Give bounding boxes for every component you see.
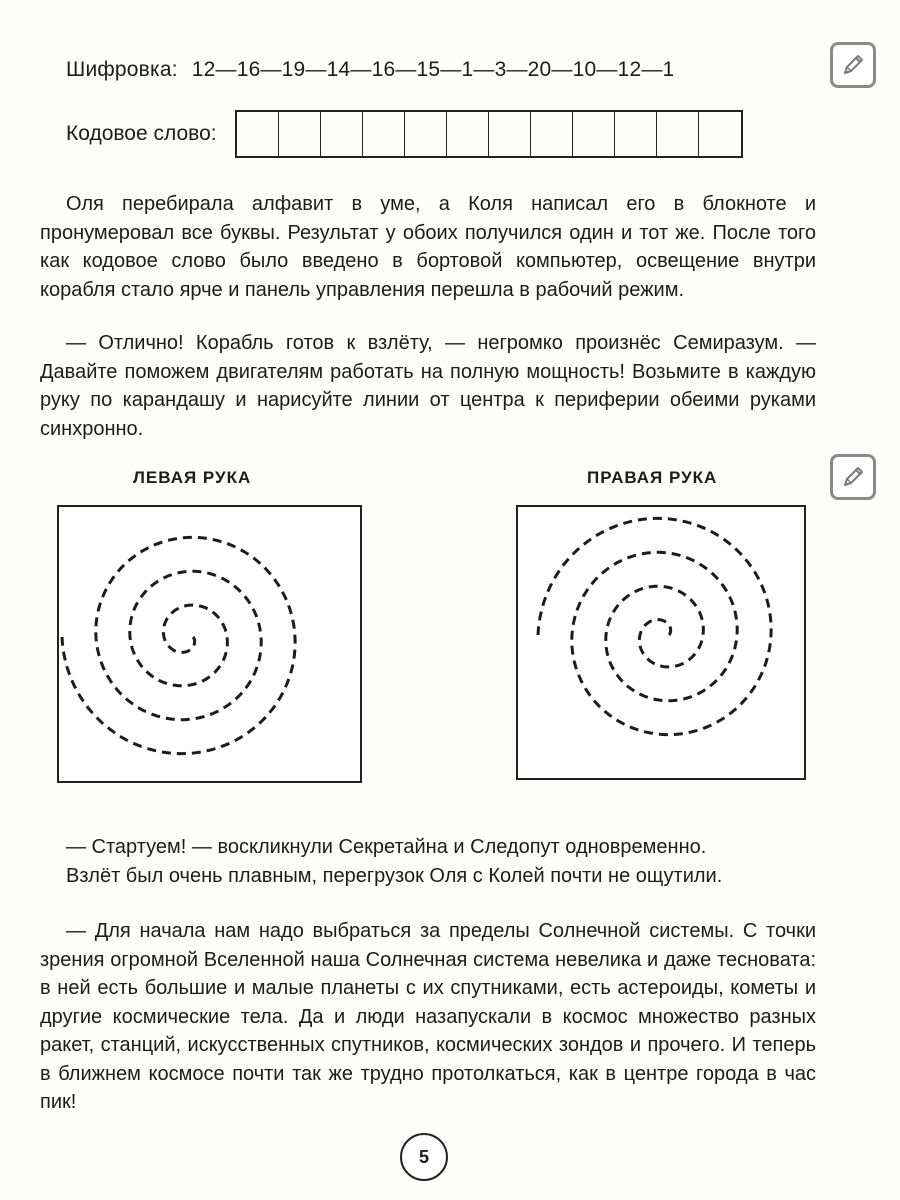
code-word-cell[interactable] [531,112,573,156]
code-word-grid[interactable] [235,110,743,158]
story-paragraph-1 [40,190,816,304]
story-paragraph-2 [40,329,816,443]
code-word-cell[interactable] [405,112,447,156]
code-word-cell[interactable] [657,112,699,156]
right-spiral-box[interactable] [516,505,806,780]
story-text: Оля перебирала алфавит в уме, а Коля написал его в блокноте и пронумеровал все буквы. Результат у обоих получился один и тот же. После того как кодовое слово было введено в бортовой компьютер, освещение внутри корабля стало ярче и панель управления перешла в рабочий режим. [40,193,816,301]
story-paragraph-5 [40,917,816,1117]
code-word-cell[interactable] [699,112,741,156]
story-text: — Стартуем! — воскликнули Секретайна и Следопут одновременно. [66,836,707,858]
code-word-cell[interactable] [279,112,321,156]
story-paragraph-4 [40,862,816,891]
cipher-line [66,58,674,82]
story-text: — Отлично! Корабль готов к взлёту, — негромко произнёс Семиразум. — Давайте поможем двигателям работать на полную мощность! Возьмите в каждую руку по карандашу и нарисуйте линии от центра к периферии обеими руками синхронно. [40,332,816,440]
code-word-cell[interactable] [489,112,531,156]
cipher-label: Шифровка: [66,58,178,81]
code-word-cell[interactable] [363,112,405,156]
code-word-cell[interactable] [447,112,489,156]
code-word-cell[interactable] [615,112,657,156]
right-hand-label: ПРАВАЯ РУКА [587,468,718,487]
cipher-value: 12—16—19—14—16—15—1—3—20—10—12—1 [191,58,675,81]
pencil-icon [830,42,876,88]
pencil-icon [830,454,876,500]
story-text: Взлёт был очень плавным, перегрузок Оля с Колей почти не ощутили. [66,865,723,887]
code-word-cell[interactable] [321,112,363,156]
code-word-label: Кодовое слово: [66,122,217,145]
left-hand-label: ЛЕВАЯ РУКА [133,468,252,487]
code-word-row [66,110,743,158]
page-number: 5 [400,1133,448,1181]
left-spiral[interactable] [59,507,360,781]
left-spiral-box[interactable] [57,505,362,783]
code-word-cell[interactable] [573,112,615,156]
code-word-cell[interactable] [237,112,279,156]
story-paragraph-3 [40,833,816,862]
right-spiral[interactable] [518,507,804,778]
story-text: — Для начала нам надо выбраться за пределы Солнечной системы. С точки зрения огромной Вселенной наша Солнечная система невелика и даже тесновата: в ней есть большие и малые планеты с их спутниками, есть астероиды, кометы и другие космические тела. Да и люди назапускали в космос множество разных ракет, станций, искусственных спутников, космических зондов и прочего. И теперь в ближнем космосе почти так же трудно протолкаться, как в центре города в час пик! [40,920,816,1113]
